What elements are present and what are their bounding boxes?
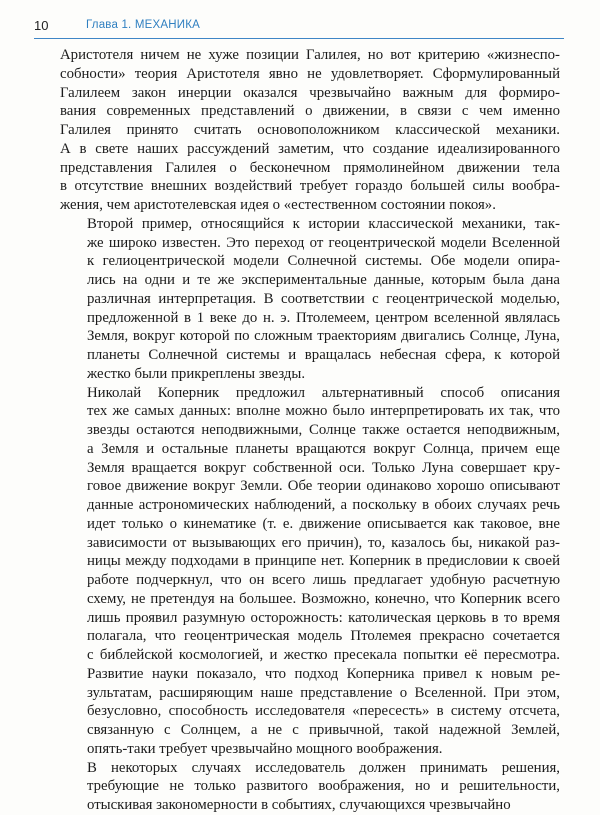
text-line: Николай Коперник предложил альтернативный способ описания bbox=[87, 384, 560, 401]
paragraph bbox=[60, 46, 560, 215]
text-line: зависимости от вызывающих его причин), то, казалось бы, никакой раз- bbox=[87, 534, 560, 551]
text-line: различная интерпретация. В соответствии с геоцентрической моделью, bbox=[87, 290, 560, 307]
text-line: представления Галилея о бесконечном прямолинейном движении тела bbox=[60, 159, 560, 176]
text-line: говое движение вокруг Земли. Обе теории одинаково хорошо описывают bbox=[87, 478, 560, 495]
chapter-title: Глава 1. МЕХАНИКА bbox=[86, 19, 200, 31]
text-line: Развитие науки показало, что подход Коперника привел к новым ре- bbox=[87, 665, 560, 682]
text-line: Земля вращается вокруг собственной оси. Только Луна совершает кру- bbox=[87, 459, 560, 476]
text-line: связанную с Солнцем, а не с привычной, такой надежной Землей, bbox=[87, 722, 560, 738]
text-line: Галилея принято считать основоположником классической механики. bbox=[60, 122, 560, 138]
text-line: звезды остаются неподвижными, Солнце также остается неподвижным, bbox=[87, 422, 560, 438]
text-line: зультатам, расширяющим наше представление о Вселенной. При этом, bbox=[87, 684, 560, 701]
text-line: В некоторых случаях исследователь должен принимать решения, bbox=[87, 759, 560, 776]
text-line: безусловно, способность исследователя «пересесть» в систему отсчета, bbox=[87, 703, 560, 720]
text-line: планеты Солнечной системы и вращалась небесная сфера, к которой bbox=[87, 347, 560, 363]
text-line: же широко известен. Это переход от геоцентрической модели Вселенной bbox=[87, 234, 560, 251]
text-line: предложенной в 1 веке до н. э. Птолемеем, центром вселенной являлась bbox=[87, 309, 560, 326]
page-number: 10 bbox=[34, 18, 49, 33]
text-line: жения, чем аристотелевская идея о «естественном состоянии покоя». bbox=[60, 197, 496, 213]
text-line: Второй пример, относящийся к истории классической механики, так- bbox=[87, 215, 560, 232]
text-line: а Земля и остальные планеты вращаются вокруг Солнца, причем еще bbox=[87, 440, 560, 457]
text-line: тех же самых данных: вполне можно было интерпретировать их так, что bbox=[87, 403, 560, 420]
paragraph bbox=[60, 759, 560, 815]
text-line: требующие не только развитого воображения, но и решительности, bbox=[87, 778, 560, 795]
text-line: лишь проявил разумную осторожность: католическая церковь в то время bbox=[87, 609, 560, 626]
text-line: к гелиоцентрической модели Солнечной системы. Обе модели опира- bbox=[87, 253, 560, 270]
text-line: собности» теория Аристотеля явно не удовлетворяет. Сформулированный bbox=[60, 65, 560, 82]
text-line: в отсутствие внешних воздействий требует гораздо большей силы вообра- bbox=[60, 178, 560, 195]
paragraph bbox=[60, 215, 560, 384]
text-line: жестко были прикреплены звезды. bbox=[87, 365, 306, 382]
text-line: работе подчеркнул, что он всего лишь предлагает удобную расчетную bbox=[87, 572, 560, 588]
text-line: ницы между подходами в принципе нет. Коперник в предисловии к своей bbox=[87, 553, 560, 570]
text-line: схему, не претендуя на большее. Возможно, конечно, что Коперник всего bbox=[87, 590, 560, 607]
text-line: с библейской космологией, и жестко пресекала попытки её пересмотра. bbox=[87, 647, 560, 663]
paragraph bbox=[60, 384, 560, 759]
text-line: данные астрономических наблюдений, а поскольку в обоих случаях речь bbox=[87, 497, 560, 513]
text-line: лись на одни и те же экспериментальные данные, которым была дана bbox=[87, 272, 560, 288]
text-line: А в свете наших рассуждений заметим, что создание идеализированного bbox=[60, 140, 560, 157]
text-line: опять-таки требует чрезвычайно мощного воображения. bbox=[87, 740, 443, 757]
text-line: полагала, что геоцентрическая модель Птолемея прекрасно сочетается bbox=[87, 628, 560, 645]
text-line: Земля, вокруг которой по сложным траекториям двигались Солнце, Луна, bbox=[87, 328, 560, 345]
text-line: Галилеем закон инерции оказался чрезвычайно важным для формиро- bbox=[60, 84, 560, 101]
text-line: отыскивая закономерности в событиях, случающихся чрезвычайно bbox=[87, 797, 511, 813]
text-line: вания современных представлений о движении, в связи с чем именно bbox=[60, 103, 560, 120]
text-line: Аристотеля ничем не хуже позиции Галилея, но вот критерию «жизнеспо- bbox=[60, 47, 560, 63]
running-header bbox=[34, 16, 564, 39]
text-line: идет только о кинематике (т. е. движение описывается как таковое, вне bbox=[87, 515, 560, 532]
body-text bbox=[60, 46, 560, 815]
